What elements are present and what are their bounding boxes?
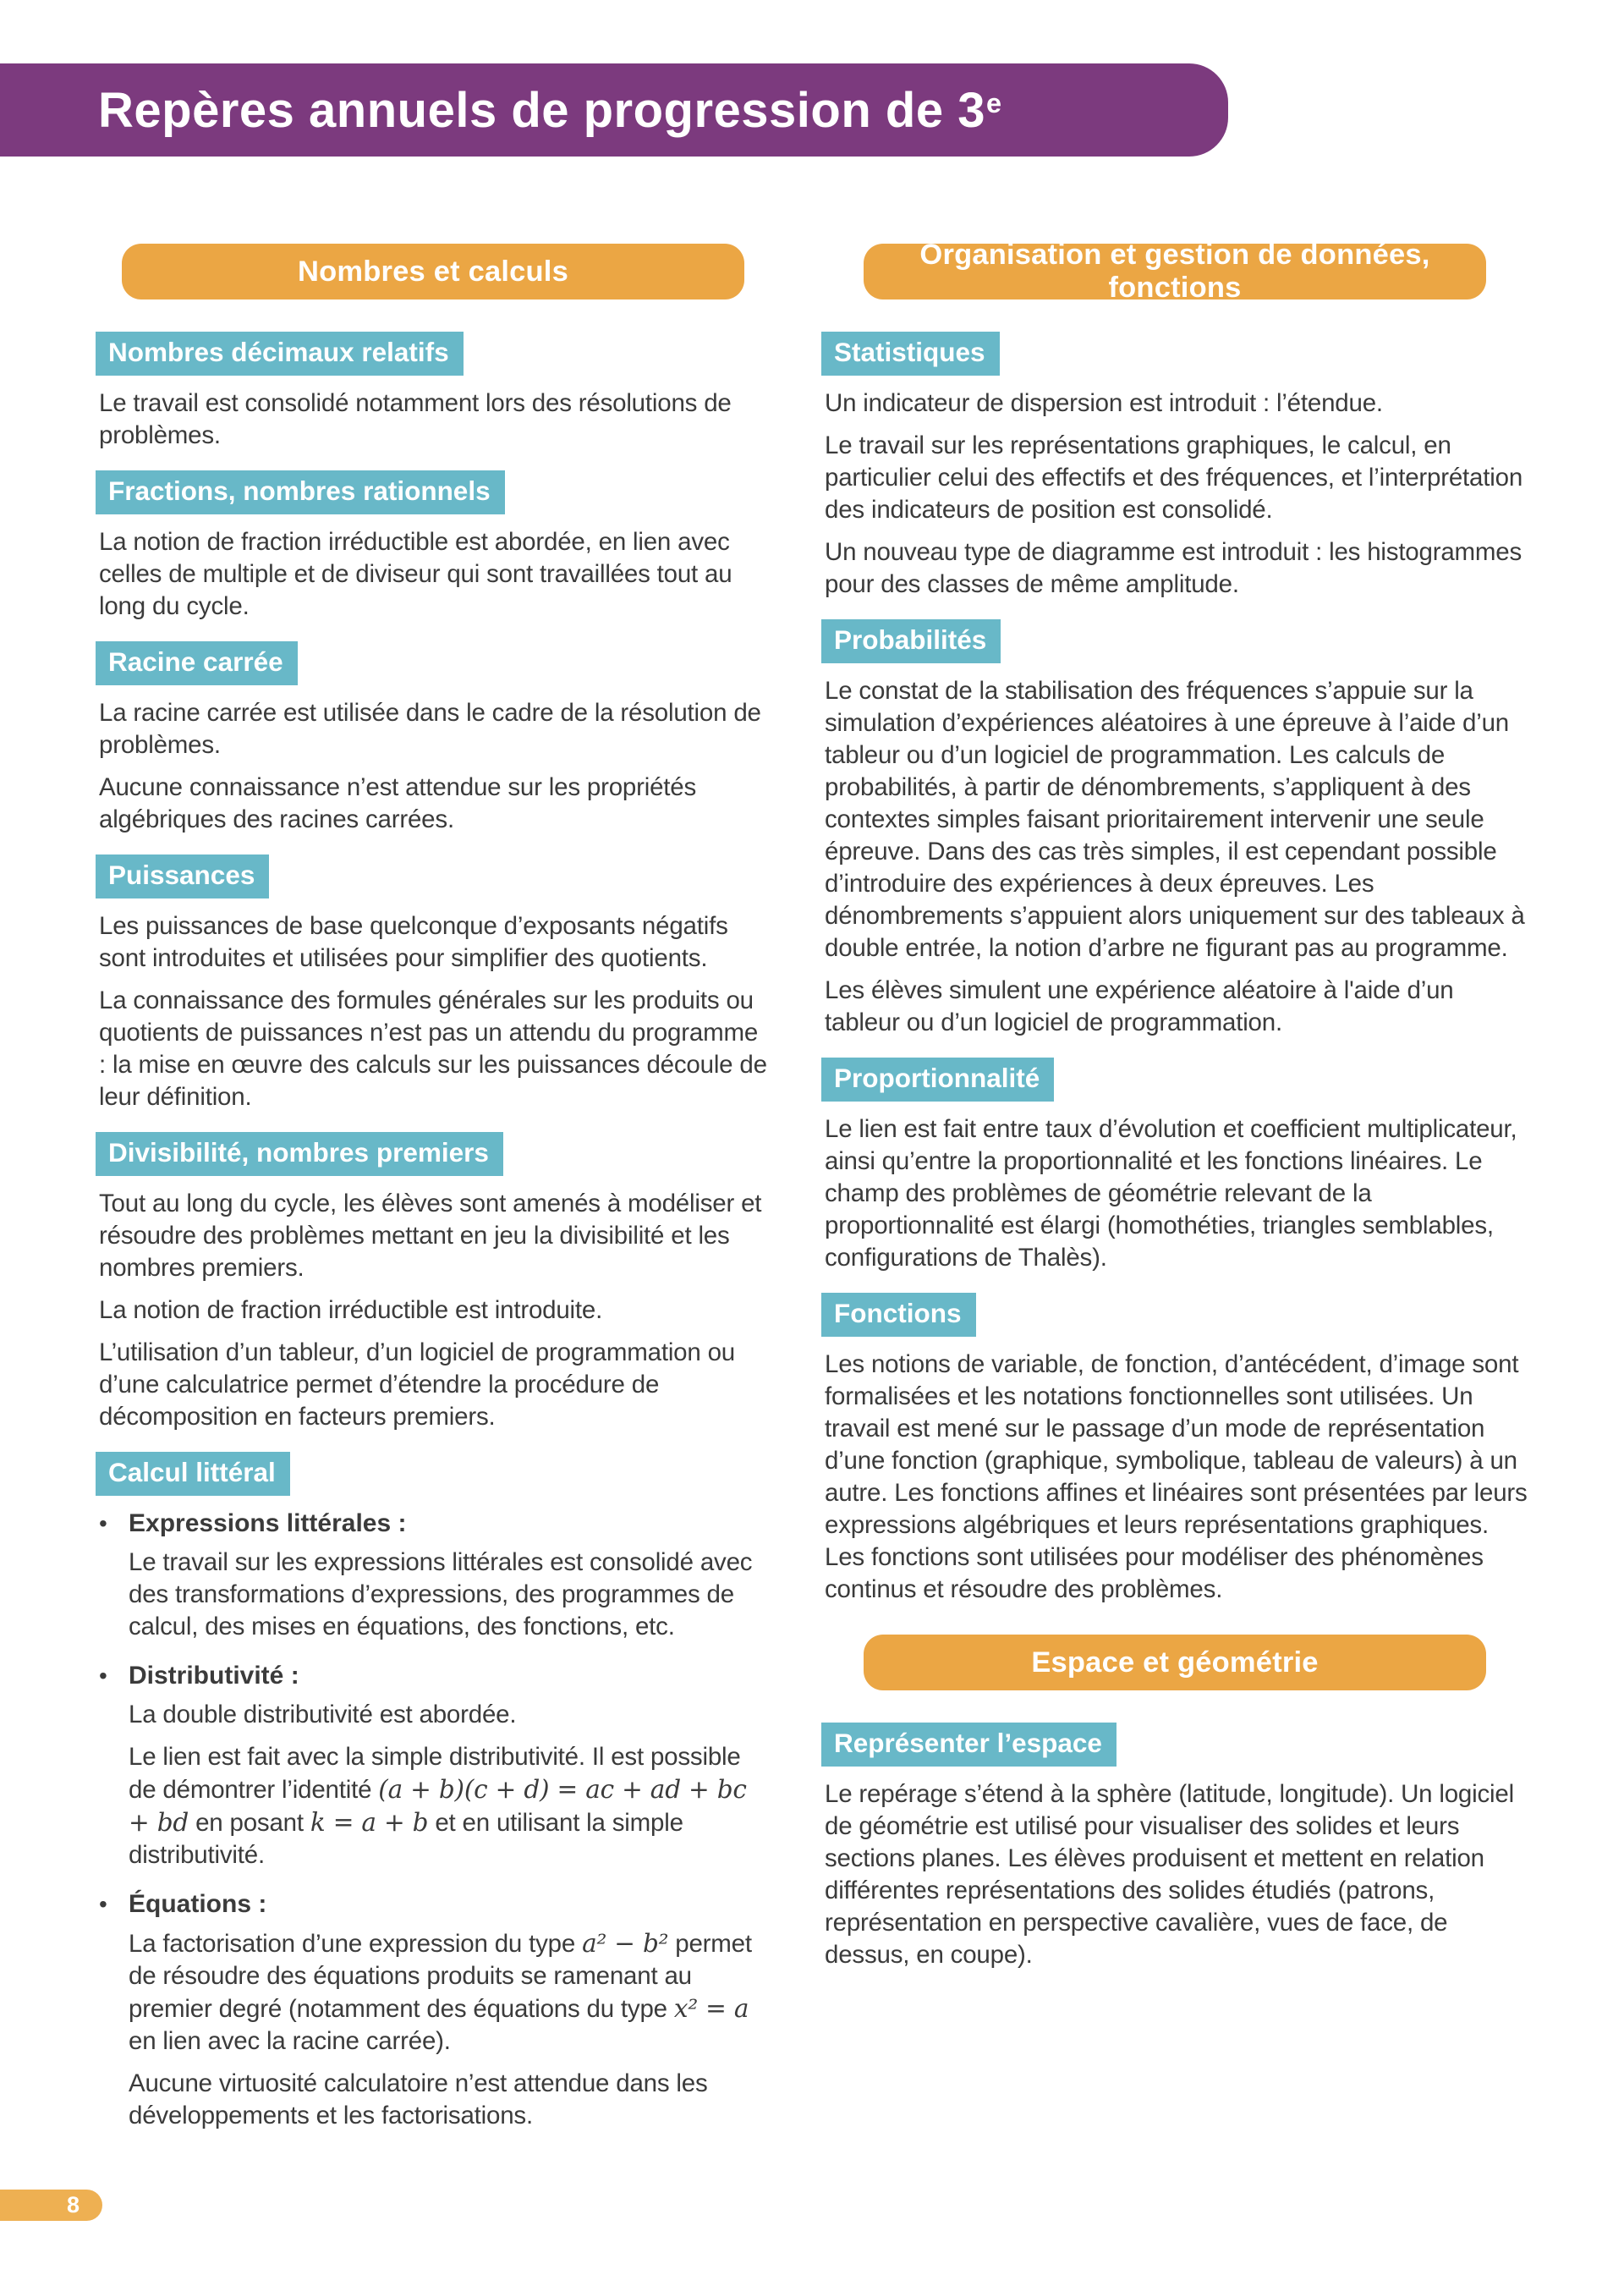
paragraph: L’utilisation d’un tableur, d’un logiciel de programmation ou d’une calculatrice permet d’étendre la procédure de décomposition en facteurs premiers.	[99, 1338, 736, 1431]
paragraph: Le repérage s’étend à la sphère (latitude, longitude). Un logiciel de géométrie est utilisé pour visualiser des solides et leurs sections planes. Les élèves produisent et mettent en relation différentes représentations des solides étudiés (patrons, représentation en perspective cavalière, vues de face, de dessus, en coupe).	[825, 1780, 1514, 1969]
math-formula: x² = a	[673, 1994, 749, 2023]
page-title-superscript: e	[985, 87, 1002, 118]
text-run: La factorisation d’une expression du type	[129, 1930, 583, 1958]
paragraph: La double distributivité est abordée.	[129, 1701, 517, 1728]
section-header-organisation-gestion-donnees	[864, 239, 1486, 304]
section-header-label: Espace et géométrie	[1031, 1646, 1319, 1679]
subsection-nombres-decimaux-relatifs	[96, 332, 771, 452]
column-nombres-et-calculs	[96, 244, 771, 2149]
sub-label-fractions-nombres-rationnels: Fractions, nombres rationnels	[96, 470, 505, 514]
paragraph: Le travail sur les expressions littérales est consolidé avec des transformations d’expressions, des programmes de calcul, des mises en équations, des fonctions, etc.	[129, 1548, 753, 1640]
paragraph: La connaissance des formules générales sur les produits ou quotients de puissances n’est pas un attendu du programme : la mise en œuvre des calculs sur les puissances découle de leur définition.	[99, 986, 767, 1111]
sub-label-wrap	[821, 332, 1528, 376]
section-header-label: Nombres et calculs	[298, 255, 568, 288]
subsection-probabilites	[821, 619, 1528, 1039]
math-formula: k = a + b	[310, 1808, 429, 1837]
sub-label-wrap	[821, 619, 1528, 663]
sub-label-divisibilite-nombres-premiers: Divisibilité, nombres premiers	[96, 1132, 503, 1176]
text-run: permet de résoudre des équations produits se ramenant au premier degré (notamment des équations du type	[129, 1930, 752, 2023]
subsection-calcul-litteral	[96, 1452, 771, 2142]
text-run: en lien avec la racine carrée).	[129, 2027, 451, 2055]
paragraph: Tout au long du cycle, les élèves sont amenés à modéliser et résoudre des problèmes mettant en jeu la divisibilité et les nombres premiers.	[99, 1190, 762, 1282]
subsection-puissances	[96, 854, 771, 1113]
subsection-representer-espace	[821, 1723, 1528, 1971]
paragraph: Aucune virtuosité calculatoire n’est attendue dans les développements et les factorisations.	[129, 2069, 708, 2129]
page-number-badge	[0, 2190, 102, 2221]
subsection-racine-carree	[96, 641, 771, 836]
paragraph: Le travail est consolidé notamment lors des résolutions de problèmes.	[99, 389, 732, 449]
bullet-dot: •	[99, 1891, 107, 1917]
paragraph: La notion de fraction irréductible est abordée, en lien avec celles de multiple et de diviseur qui sont travaillées tout au long du cycle.	[99, 528, 732, 620]
subsection-proportionnalite	[821, 1058, 1528, 1274]
sub-label-wrap	[821, 1723, 1528, 1767]
sub-label-racine-carree: Racine carrée	[96, 641, 298, 685]
paragraph: La notion de fraction irréductible est introduite.	[99, 1296, 603, 1324]
sub-label-representer-espace: Représenter l’espace	[821, 1723, 1116, 1767]
bullet-content	[129, 1660, 771, 1882]
paragraph-with-formula	[129, 1927, 771, 2058]
text-run: en posant	[189, 1809, 310, 1837]
sub-label-calcul-litteral: Calcul littéral	[96, 1452, 290, 1496]
subsection-divisibilite-nombres-premiers	[96, 1132, 771, 1433]
sub-label-wrap	[96, 1132, 771, 1176]
page-content	[96, 239, 1528, 2149]
sub-label-wrap	[96, 854, 771, 898]
paragraph: Aucune connaissance n’est attendue sur les propriétés algébriques des racines carrées.	[99, 773, 697, 833]
sub-label-statistiques: Statistiques	[821, 332, 1000, 376]
sub-label-proportionnalite: Proportionnalité	[821, 1058, 1054, 1102]
section-header-nombres-et-calculs	[122, 244, 744, 299]
bullet-expressions-litterales	[99, 1508, 771, 1653]
paragraph: Le constat de la stabilisation des fréquences s’appuie sur la simulation d’expériences aléatoires à une épreuve à l’aide d’un tableur ou d’un logiciel de programmation. Les calculs de probabilités, à partir de dénombrements, s’appliquent à des contextes simples faisant prioritairement intervenir une seule épreuve. Dans des cas très simples, il est cependant possible d’introduire des expériences à deux épreuves. Les dénombrements s’appuient alors uniquement sur des tableaux à double entrée, la notion d’arbre ne figurant pas au programme.	[825, 677, 1525, 962]
subsection-fonctions	[821, 1293, 1528, 1606]
page-title-text: Repères annuels de progression de 3	[98, 82, 985, 138]
section-header-espace-et-geometrie	[864, 1635, 1486, 1690]
paragraph: Les puissances de base quelconque d’exposants négatifs sont introduites et utilisées pour simplifier des quotients.	[99, 912, 728, 972]
sub-label-fonctions: Fonctions	[821, 1293, 976, 1337]
bullet-dot: •	[99, 1510, 107, 1536]
sub-label-nombres-decimaux-relatifs: Nombres décimaux relatifs	[96, 332, 464, 376]
sub-label-wrap	[96, 1452, 771, 1496]
paragraph: La racine carrée est utilisée dans le cadre de la résolution de problèmes.	[99, 699, 761, 759]
column-organisation-donnees-fonctions	[821, 239, 1528, 2149]
section-header-label: Organisation et gestion de données, fonctions	[919, 239, 1430, 304]
paragraph: Un indicateur de dispersion est introduit : l’étendue.	[825, 389, 1383, 417]
math-formula: a² − b²	[582, 1929, 669, 1958]
paragraph: Le lien est fait entre taux d’évolution et coefficient multiplicateur, ainsi qu’entre la proportionnalité et les fonctions linéaires. Le champ des problèmes de géométrie relevant de la proportionnalité est élargi (homothéties, triangles semblables, configurations de Thalès).	[825, 1115, 1517, 1272]
subsection-fractions-nombres-rationnels	[96, 470, 771, 623]
bullet-dot: •	[99, 1662, 107, 1689]
sub-label-wrap	[821, 1058, 1528, 1102]
bullet-label: Distributivité :	[129, 1662, 299, 1690]
bullet-content	[129, 1888, 771, 2142]
sub-label-wrap	[96, 641, 771, 685]
sub-label-puissances: Puissances	[96, 854, 269, 898]
bullet-equations	[99, 1888, 771, 2142]
page-title	[98, 82, 1002, 139]
bullet-label: Équations :	[129, 1890, 267, 1918]
math-formula: (a + b)(c + d) = ac + ad + bc + bd	[129, 1775, 747, 1837]
paragraph: Un nouveau type de diagramme est introduit : les histogrammes pour des classes de même amplitude.	[825, 538, 1522, 598]
sub-label-wrap	[96, 332, 771, 376]
page-number: 8	[66, 2192, 80, 2217]
text-run: et en utilisant la simple distributivité.	[129, 1809, 683, 1869]
bullet-content	[129, 1508, 771, 1653]
paragraph-with-formula	[129, 1741, 771, 1871]
header-banner	[0, 63, 1228, 157]
paragraph: Les élèves simulent une expérience aléatoire à l'aide d’un tableur ou d’un logiciel de programmation.	[825, 976, 1454, 1036]
subsection-statistiques	[821, 332, 1528, 601]
bullet-distributivite	[99, 1660, 771, 1882]
paragraph: Le travail sur les représentations graphiques, le calcul, en particulier celui des effectifs et des fréquences, et l’interprétation des indicateurs de position est consolidé.	[825, 431, 1523, 524]
text-run: Le lien est fait avec la simple distributivité. Il est possible de démontrer l’identité	[129, 1743, 741, 1804]
sub-label-wrap	[821, 1293, 1528, 1337]
paragraph: Les notions de variable, de fonction, d’antécédent, d’image sont formalisées et les notations fonctionnelles sont utilisées. Un travail est mené sur le passage d’un mode de représentation d’une fonction (graphique, symbolique, tableau de valeurs) à un autre. Les fonctions affines et linéaires sont présentées par leurs expressions algébriques et leurs représentations graphiques. Les fonctions sont utilisées pour modéliser des phénomènes continus et résoudre des problèmes.	[825, 1350, 1528, 1603]
sub-label-probabilites: Probabilités	[821, 619, 1001, 663]
sub-label-wrap	[96, 470, 771, 514]
bullet-label: Expressions littérales :	[129, 1509, 407, 1537]
